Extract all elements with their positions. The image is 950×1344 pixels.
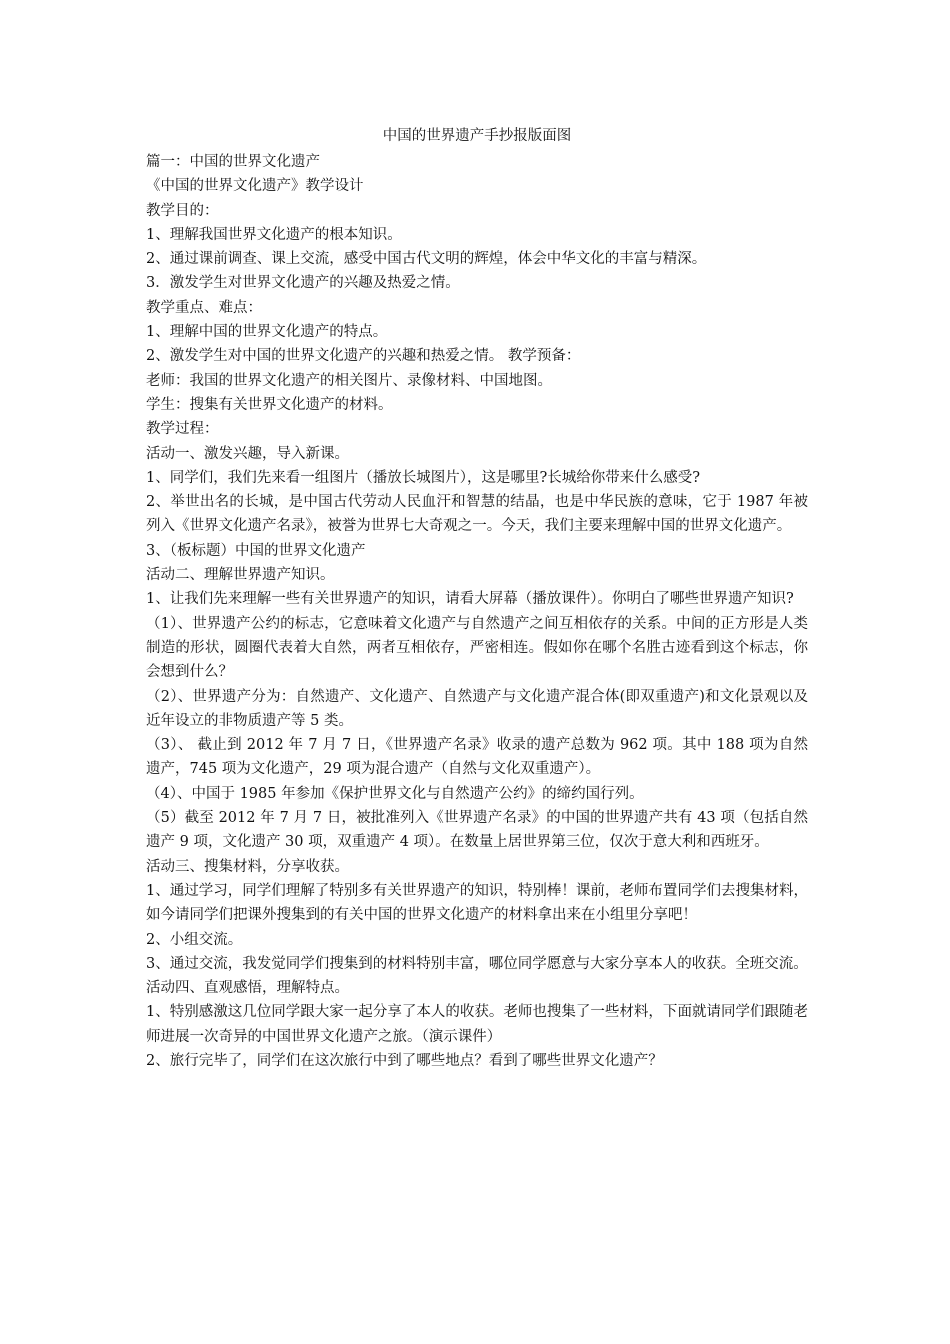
paragraph: 1、理解中国的世界文化遗产的特点。 [146,324,388,341]
paragraph: 2、旅行完毕了，同学们在这次旅行中到了哪些地点？看到了哪些世界文化遗产？ [146,1052,663,1069]
paragraph: 活动三、搜集材料，分享收获。 [146,858,349,875]
paragraph: 篇一：中国的世界文化遗产 [146,154,320,170]
document-body [146,150,808,1073]
paragraph: （3）、 截止到 2012 年 7 月 7 日，《世界遗产名录》收录的遗产总数为 962 项。其中 188 项为自然遗产，745 项为文化遗产，29 项为混合遗产（自然与文化双重遗产）。 [146,737,808,778]
paragraph: 活动一、激发兴趣，导入新课。 [146,445,349,462]
paragraph: （4）、中国于 1985 年参加《保护世界文化与自然遗产公约》的缔约国行列。 [146,785,644,802]
paragraph: 1、理解我国世界文化遗产的根本知识。 [146,226,402,243]
paragraph: 活动二、理解世界遗产知识。 [146,567,335,584]
paragraph: 2、小组交流。 [146,931,243,948]
paragraph: 2、举世出名的长城，是中国古代劳动人民血汗和智慧的结晶，也是中华民族的意味，它于 1987 年被列入《世界文化遗产名录》，被誉为世界七大奇观之一。今天，我们主要来理解中国的世界文化遗产。 [146,494,808,535]
paragraph: 3、（板标题）中国的世界文化遗产 [146,542,366,559]
paragraph: 2、通过课前调查、课上交流，感受中国古代文明的辉煌，体会中华文化的丰富与精深。 [146,251,707,268]
paragraph: 活动四、直观感悟，理解特点。 [146,980,349,997]
paragraph: （1）、世界遗产公约的标志，它意味着文化遗产与自然遗产之间互相依存的关系。中间的正方形是人类制造的形状，圆圈代表着大自然，两者互相依存，严密相连。假如你在哪个名胜古迹看到这个标志，你会想到什么？ [146,615,808,681]
paragraph: 3、通过交流，我发觉同学们搜集到的材料特别丰富，哪位同学愿意与大家分享本人的收获。全班交流。 [146,955,808,972]
paragraph: 学生：搜集有关世界文化遗产的材料。 [146,396,393,413]
document-page [146,124,808,1073]
paragraph: 《中国的世界文化遗产》教学设计 [146,178,364,195]
paragraph: （2）、世界遗产分为：自然遗产、文化遗产、自然遗产与文化遗产混合体(即双重遗产)和文化景观以及近年设立的非物质遗产等 5 类。 [146,688,808,729]
paragraph: 2、激发学生对中国的世界文化遗产的兴趣和热爱之情。 教学预备： [146,348,581,365]
paragraph: 老师：我国的世界文化遗产的相关图片、录像材料、中国地图。 [146,372,552,389]
paragraph: 教学目的： [146,202,219,219]
paragraph: 1、通过学习，同学们理解了特别多有关世界遗产的知识，特别棒！课前，老师布置同学们去搜集材料，如今请同学们把课外搜集到的有关中国的世界文化遗产的材料拿出来在小组里分享吧！ [146,882,808,924]
paragraph: 3．激发学生对世界文化遗产的兴趣及热爱之情。 [146,275,460,292]
paragraph: 1、特别感激这几位同学跟大家一起分享了本人的收获。老师也搜集了一些材料，下面就请同学们跟随老师进展一次奇异的中国世界文化遗产之旅。（演示课件） [146,1004,808,1045]
paragraph: 教学重点、难点： [146,299,262,316]
paragraph: 1、同学们，我们先来看一组图片（播放长城图片），这是哪里?长城给你带来什么感受? [146,469,701,486]
paragraph: （5）截至 2012 年 7 月 7 日，被批准列入《世界遗产名录》的中国的世界遗产共有 43 项（包括自然遗产 9 项，文化遗产 30 项，双重遗产 4 项）。在数量上居世界第三位，仅次于意大利和西班牙。 [146,810,808,851]
paragraph: 1、让我们先来理解一些有关世界遗产的知识，请看大屏幕（播放课件）。你明白了哪些世界遗产知识? [146,591,794,608]
document-title: 中国的世界遗产手抄报版面图 [382,128,572,144]
paragraph: 教学过程： [146,421,219,438]
